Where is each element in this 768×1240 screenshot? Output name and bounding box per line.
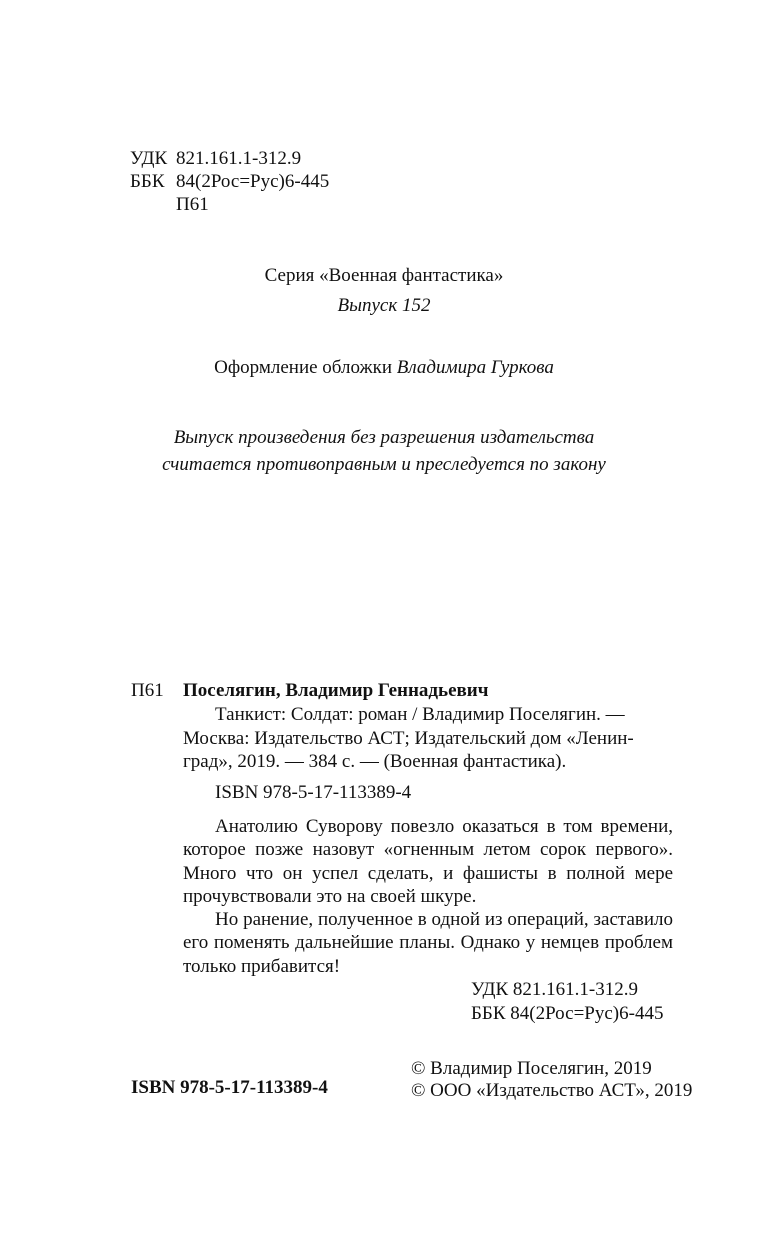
udk-label: УДК bbox=[130, 148, 168, 169]
annotation-paragraph-1: Анатолию Суворову повезло оказаться в том времени, которое позже назовут «огненным летом сорок первого». Много что он успел сделать, и фашисты в полной мере прочувствовали это на своей шкуре. bbox=[183, 816, 673, 907]
description-line-3: град», 2019. — 384 с. — (Военная фантастика). bbox=[183, 751, 567, 772]
description-line-2: Москва: Издательство АСТ; Издательский дом «Ленин- bbox=[183, 727, 634, 749]
cover-credit-prefix: Оформление обложки bbox=[214, 357, 393, 378]
catalog-card-description bbox=[183, 703, 673, 774]
series-title: Серия «Военная фантастика» bbox=[264, 265, 504, 286]
catalog-card-udk: УДК 821.161.1-312.9 bbox=[471, 979, 638, 1000]
cover-credit bbox=[0, 355, 768, 381]
cover-designer: Владимира Гуркова bbox=[396, 357, 554, 378]
catalog-card-classification bbox=[471, 978, 663, 1026]
author-mark: П61 bbox=[176, 194, 209, 215]
annotation-paragraph-2: Но ранение, полученное в одной из операций, заставило его поменять дальнейшие планы. Однако у немцев проблем только прибавится! bbox=[183, 909, 673, 977]
catalog-card-code: П61 bbox=[131, 680, 164, 701]
bbk-label: ББК bbox=[130, 171, 165, 192]
legal-warning bbox=[0, 424, 768, 478]
copyright-publisher: © ООО «Издательство АСТ», 2019 bbox=[411, 1080, 693, 1101]
legal-warning-line-1: Выпуск произведения без разрешения издательства bbox=[173, 427, 595, 448]
isbn-bold: ISBN 978-5-17-113389-4 bbox=[131, 1077, 328, 1098]
series-block bbox=[0, 261, 768, 321]
description-line-1: Танкист: Солдат: роман / Владимир Поселягин. — bbox=[215, 704, 625, 725]
series-issue: Выпуск 152 bbox=[337, 295, 431, 316]
annotation bbox=[183, 815, 673, 978]
copyright-author: © Владимир Поселягин, 2019 bbox=[411, 1058, 652, 1079]
copyright-block bbox=[411, 1058, 692, 1102]
catalog-card-bbk: ББК 84(2Рос=Рус)6-445 bbox=[471, 1003, 664, 1024]
bbk-line bbox=[130, 170, 329, 193]
catalog-card-author: Поселягин, Владимир Геннадьевич bbox=[183, 680, 489, 701]
bbk-value: 84(2Рос=Рус)6-445 bbox=[176, 171, 330, 192]
udk-value: 821.161.1-312.9 bbox=[176, 148, 302, 169]
udk-line bbox=[130, 147, 329, 170]
legal-warning-line-2: считается противоправным и преследуется по закону bbox=[162, 454, 606, 475]
catalog-card-isbn: ISBN 978-5-17-113389-4 bbox=[215, 782, 412, 803]
classification-codes bbox=[130, 147, 329, 216]
